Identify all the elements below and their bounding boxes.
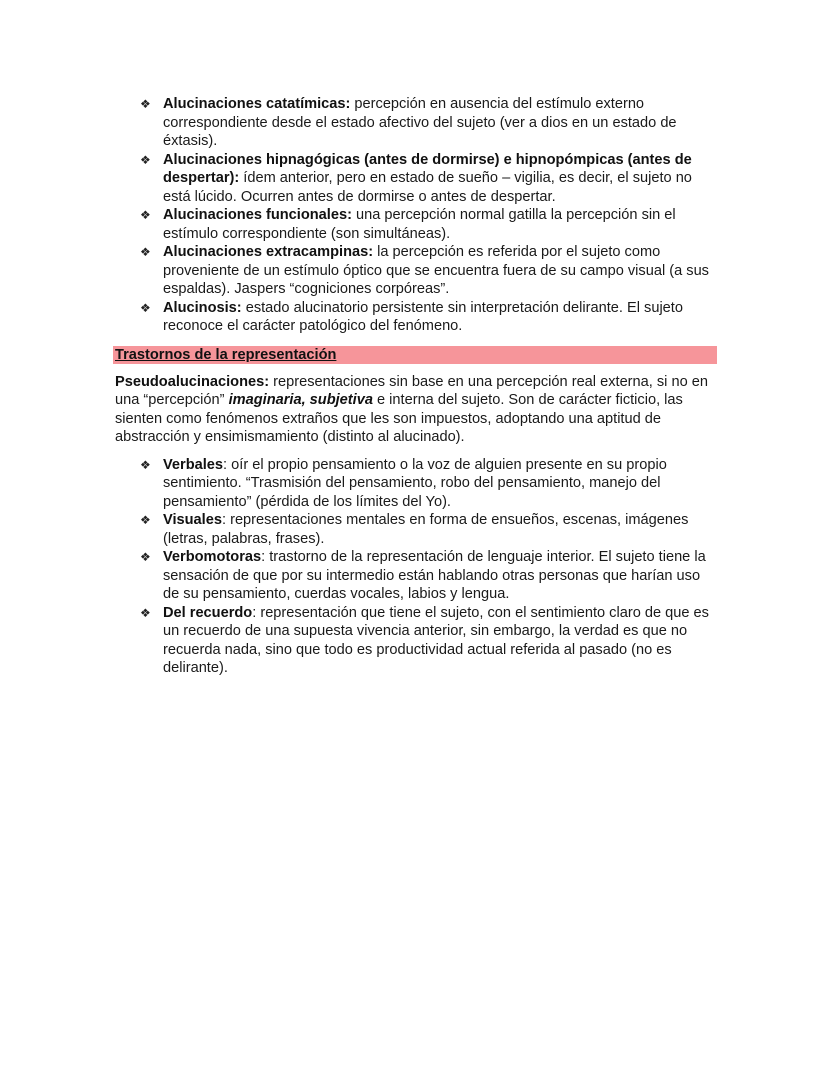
list-item: ❖ Alucinaciones hipnagógicas (antes de dormirse) e hipnopómpicas (antes de despertar): ídem anterior, pero en estado de sueño – vigilia, es decir, el sujeto no está lúcido. Ocurren antes de dormirse o antes de despertar.	[140, 151, 692, 205]
list-item: ❖ Verbomotoras: trastorno de la representación de lenguaje interior. El sujeto tiene la sensación de que por su intermedio están hablando otras personas que harían uso de su pensamiento, cuerdas vocales, labios y lengua.	[140, 549, 706, 602]
section-heading: Trastornos de la representación	[113, 346, 717, 364]
list-item: ❖ Alucinaciones extracampinas: la percepción es referida por el sujeto como proveniente de un estímulo óptico que se encuentra fuera de su campo visual (a sus espaldas). Jaspers “cogniciones corpóreas”.	[140, 244, 709, 297]
bullet-icon: ❖	[140, 245, 151, 259]
bullet-icon: ❖	[140, 513, 151, 527]
pseudohallucination-types-list	[115, 456, 715, 678]
list-item: ❖ Verbales: oír el propio pensamiento o la voz de alguien presente en su propio sentimiento. “Trasmisión del pensamiento, robo del pensamiento, manejo del pensamiento” (pérdida de los límites del Yo).	[140, 456, 667, 510]
list-item: ❖ Alucinosis: estado alucinatorio persistente sin interpretación delirante. El sujeto reconoce el carácter patológico del fenómeno.	[140, 299, 683, 334]
bullet-icon: ❖	[140, 605, 151, 620]
list-item: ❖ Alucinaciones funcionales: una percepción normal gatilla la percepción sin el estímulo correspondiente (son simultáneas).	[140, 207, 676, 242]
pseudohallucinations-paragraph: Pseudoalucinaciones: representaciones sin base en una percepción real externa, si no en una “percepción” imaginaria, subjetiva e interna del sujeto. Son de carácter ficticio, las sienten como fenómenos extraños que les son impuestos, adoptando una aptitud de abstracción y ensimismamiento (distinto al alucinado).	[115, 373, 708, 445]
bullet-icon: ❖	[140, 300, 151, 315]
bullet-icon: ❖	[140, 152, 151, 167]
bullet-icon: ❖	[140, 457, 151, 472]
hallucination-types-list	[115, 95, 715, 336]
bullet-icon: ❖	[140, 550, 151, 564]
list-item: ❖ Alucinaciones catatímicas: percepción en ausencia del estímulo externo correspondiente desde el estado afectivo del sujeto (ver a dios en un estado de éxtasis).	[140, 96, 677, 149]
bullet-icon: ❖	[140, 208, 151, 222]
document-page	[115, 95, 715, 678]
list-item: ❖ Visuales: representaciones mentales en forma de ensueños, escenas, imágenes (letras, palabras, frases).	[140, 512, 689, 547]
list-item: ❖ Del recuerdo: representación que tiene el sujeto, con el sentimiento claro de que es un recuerdo de una supuesta vivencia anterior, sin embargo, la verdad es que no recuerda nada, sino que todo es productividad actual referida al pasado (no es delirante).	[140, 604, 709, 676]
bullet-icon: ❖	[140, 97, 151, 111]
